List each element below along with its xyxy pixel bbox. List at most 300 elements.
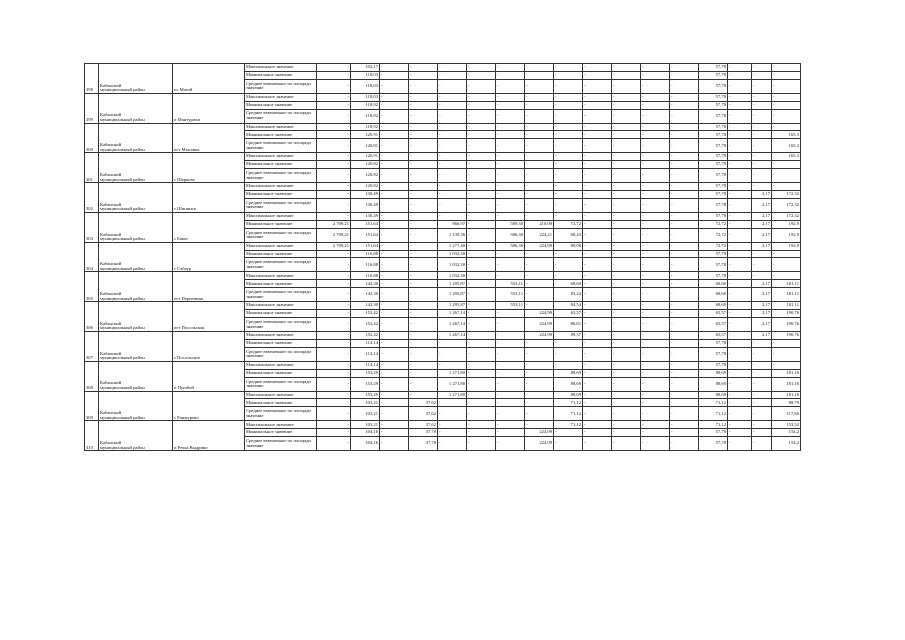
value-cell: -	[525, 369, 554, 377]
value-cell: -	[467, 242, 496, 250]
value-cell: -	[752, 109, 772, 123]
district-cell	[99, 153, 173, 183]
table-row	[85, 64, 801, 72]
value-cell: -	[438, 212, 467, 220]
value-cell: -	[772, 258, 801, 272]
value-cell: 2,17	[752, 198, 772, 212]
row-number	[85, 123, 99, 153]
value-cell: -	[496, 93, 525, 101]
settlement-name-text: п Пушбой	[174, 385, 194, 390]
district-line-2: муниципальный район	[100, 414, 145, 420]
value-cell: -	[728, 212, 752, 220]
value-cell: -	[670, 347, 699, 361]
value-cell: -	[728, 71, 752, 79]
value-cell: -	[525, 169, 554, 183]
value-cell: -	[554, 169, 583, 183]
value-cell: -	[554, 109, 583, 123]
value-cell: -	[641, 332, 670, 340]
value-cell: 2,17	[752, 332, 772, 340]
value-cell: -	[554, 93, 583, 101]
value-cell: -	[612, 71, 641, 79]
value-cell: -	[670, 250, 699, 258]
value-cell: 192,9	[772, 242, 801, 250]
value-cell: -	[317, 93, 351, 101]
value-cell: -	[612, 198, 641, 212]
value-cell: -	[641, 288, 670, 302]
value-cell: -	[752, 421, 772, 429]
row-number-text: 299	[86, 116, 93, 122]
value-cell: -	[438, 139, 467, 153]
value-cell: -	[641, 377, 670, 391]
value-cell: -	[496, 369, 525, 377]
value-cell: 142,30	[351, 288, 380, 302]
value-cell: -	[772, 272, 801, 280]
value-cell: -	[380, 318, 409, 332]
table-row	[85, 212, 801, 220]
value-cell: 1 271,80	[438, 377, 467, 391]
value-cell: -	[641, 339, 670, 347]
value-cell: 2 709,21	[317, 220, 351, 228]
value-cell: 114,14	[351, 347, 380, 361]
value-cell: -	[409, 212, 438, 220]
value-cell: -	[641, 198, 670, 212]
row-type-label: Максимальное значение	[245, 302, 317, 310]
value-cell: 118,03	[351, 93, 380, 101]
district-line-1: Кабанский	[100, 171, 122, 177]
value-cell: 118,92	[351, 123, 380, 131]
value-cell: 152,42	[351, 318, 380, 332]
value-cell: 65,57	[699, 318, 728, 332]
value-cell: 37,78	[409, 437, 438, 451]
value-cell: -	[496, 377, 525, 391]
value-cell: -	[438, 437, 467, 451]
value-cell: -	[438, 79, 467, 93]
value-cell: 2,17	[752, 288, 772, 302]
value-cell: 57,78	[699, 250, 728, 258]
value-cell: -	[380, 131, 409, 139]
value-cell: -	[317, 310, 351, 318]
value-cell: 57,78	[699, 347, 728, 361]
value-cell: -	[641, 318, 670, 332]
value-cell: -	[612, 93, 641, 101]
value-cell: 57,78	[699, 212, 728, 220]
value-cell: -	[467, 183, 496, 191]
value-cell: -	[752, 183, 772, 191]
value-cell: -	[467, 101, 496, 109]
value-cell: -	[380, 71, 409, 79]
district-cell	[99, 93, 173, 123]
value-cell: 154,2	[772, 437, 801, 451]
value-cell: -	[752, 437, 772, 451]
value-cell: -	[612, 421, 641, 429]
value-cell: -	[317, 250, 351, 258]
value-cell: -	[641, 369, 670, 377]
value-cell: -	[554, 131, 583, 139]
value-cell: -	[317, 212, 351, 220]
value-cell: -	[317, 183, 351, 191]
value-cell: -	[612, 139, 641, 153]
value-cell: -	[728, 369, 752, 377]
value-cell: 57,78	[699, 169, 728, 183]
value-cell: -	[583, 421, 612, 429]
value-cell: -	[554, 250, 583, 258]
row-type-label: Среднее взвешенное по площади значение	[245, 228, 317, 242]
value-cell: -	[554, 361, 583, 369]
value-cell: -	[752, 123, 772, 131]
value-cell: -	[583, 242, 612, 250]
value-cell: -	[317, 79, 351, 93]
value-cell: -	[752, 93, 772, 101]
value-cell: -	[670, 407, 699, 421]
value-cell: -	[670, 93, 699, 101]
row-type-label: Минимальное значение	[245, 429, 317, 437]
value-cell: -	[438, 339, 467, 347]
value-cell: -	[438, 71, 467, 79]
district-cell	[99, 64, 173, 94]
table-row	[85, 93, 801, 101]
row-type-label: Минимальное значение	[245, 250, 317, 258]
value-cell: -	[728, 361, 752, 369]
value-cell: -	[612, 407, 641, 421]
district-cell	[99, 332, 173, 362]
value-cell: -	[496, 153, 525, 161]
value-cell: -	[583, 212, 612, 220]
district-line-1: Кабанский	[100, 350, 122, 356]
value-cell: -	[728, 339, 752, 347]
value-cell: -	[525, 347, 554, 361]
value-cell: -	[772, 339, 801, 347]
value-cell: 130,49	[351, 191, 380, 199]
value-cell: -	[752, 429, 772, 437]
value-cell: -	[409, 169, 438, 183]
value-cell: -	[496, 399, 525, 407]
value-cell: -	[496, 101, 525, 109]
value-cell: -	[380, 258, 409, 272]
value-cell: -	[467, 377, 496, 391]
value-cell: -	[317, 361, 351, 369]
value-cell: 117,66	[772, 407, 801, 421]
value-cell: -	[380, 361, 409, 369]
district-line-2: муниципальный район	[100, 265, 145, 271]
district-line-1: Кабанский	[100, 82, 122, 88]
value-cell: -	[438, 109, 467, 123]
value-cell: -	[409, 391, 438, 399]
value-cell: -	[641, 258, 670, 272]
value-cell: -	[438, 161, 467, 169]
value-cell: 83,24	[554, 288, 583, 302]
district-line-1: Кабанский	[100, 439, 122, 445]
value-cell: -	[317, 421, 351, 429]
value-cell: -	[467, 437, 496, 451]
value-cell: -	[409, 318, 438, 332]
value-cell: -	[752, 169, 772, 183]
value-cell: -	[670, 139, 699, 153]
value-cell: -	[670, 109, 699, 123]
value-cell: 68,60	[554, 280, 583, 288]
value-cell: 68,60	[699, 288, 728, 302]
row-type-label: Минимальное значение	[245, 131, 317, 139]
value-cell: -	[583, 318, 612, 332]
value-cell: -	[670, 212, 699, 220]
value-cell: -	[438, 123, 467, 131]
value-cell: -	[641, 220, 670, 228]
value-cell: 2,17	[752, 318, 772, 332]
value-cell: 57,78	[699, 79, 728, 93]
row-type-label: Минимальное значение	[245, 161, 317, 169]
row-type-label: Среднее взвешенное по площади значение	[245, 347, 317, 361]
value-cell: -	[772, 71, 801, 79]
district-cell	[99, 212, 173, 242]
value-cell: 57,78	[699, 161, 728, 169]
value-cell: -	[670, 258, 699, 272]
table-row	[85, 272, 801, 280]
value-cell: 71,12	[699, 407, 728, 421]
value-cell: -	[467, 212, 496, 220]
row-type-label: Максимальное значение	[245, 93, 317, 101]
settlement-name	[173, 361, 245, 391]
value-cell: -	[317, 399, 351, 407]
value-cell: -	[467, 220, 496, 228]
value-cell: -	[728, 288, 752, 302]
value-cell: -	[525, 258, 554, 272]
value-cell: -	[641, 228, 670, 242]
value-cell: -	[317, 198, 351, 212]
row-type-label: Среднее взвешенное по площади значение	[245, 79, 317, 93]
tariff-table	[84, 63, 801, 451]
value-cell: -	[525, 153, 554, 161]
value-cell: 88,69	[554, 377, 583, 391]
value-cell: -	[641, 71, 670, 79]
value-cell: -	[496, 212, 525, 220]
value-cell: -	[641, 437, 670, 451]
value-cell: 57,78	[699, 437, 728, 451]
value-cell: -	[467, 280, 496, 288]
value-cell: 57,78	[699, 429, 728, 437]
value-cell: -	[525, 391, 554, 399]
value-cell: -	[641, 347, 670, 361]
value-cell: -	[496, 258, 525, 272]
value-cell: -	[670, 399, 699, 407]
district-line-2: муниципальный район	[100, 176, 145, 182]
value-cell: -	[496, 109, 525, 123]
value-cell: -	[612, 64, 641, 72]
value-cell: -	[670, 310, 699, 318]
value-cell: -	[496, 421, 525, 429]
value-cell: -	[772, 93, 801, 101]
value-cell: -	[728, 258, 752, 272]
value-cell: 88,69	[699, 391, 728, 399]
row-number-text: 305	[86, 295, 93, 301]
value-cell: -	[612, 161, 641, 169]
value-cell: 224,99	[525, 429, 554, 437]
value-cell: -	[438, 64, 467, 72]
value-cell: -	[380, 212, 409, 220]
value-cell: 37,62	[409, 407, 438, 421]
value-cell: -	[728, 302, 752, 310]
row-type-label: Минимальное значение	[245, 71, 317, 79]
value-cell: -	[317, 407, 351, 421]
value-cell: -	[728, 169, 752, 183]
row-type-label: Максимальное значение	[245, 242, 317, 250]
value-cell: -	[380, 377, 409, 391]
value-cell: -	[380, 332, 409, 340]
value-cell: -	[467, 79, 496, 93]
value-cell: 57,78	[699, 198, 728, 212]
value-cell: 57,78	[699, 93, 728, 101]
value-cell: -	[496, 437, 525, 451]
value-cell: -	[496, 71, 525, 79]
value-cell: -	[641, 361, 670, 369]
value-cell: 165,3	[772, 139, 801, 153]
value-cell: -	[525, 71, 554, 79]
district-line-2: муниципальный район	[100, 355, 145, 361]
row-type-label: Минимальное значение	[245, 220, 317, 228]
district-cell	[99, 272, 173, 302]
row-type-label: Среднее взвешенное по площади значение	[245, 198, 317, 212]
settlement-name-text: с Посольское	[174, 355, 201, 361]
value-cell: -	[583, 310, 612, 318]
value-cell: 88,69	[699, 377, 728, 391]
value-cell: -	[317, 280, 351, 288]
value-cell: -	[467, 93, 496, 101]
value-cell: 181,16	[772, 391, 801, 399]
value-cell: -	[409, 220, 438, 228]
value-cell: -	[380, 302, 409, 310]
value-cell: -	[525, 139, 554, 153]
value-cell: 2,17	[752, 228, 772, 242]
value-cell: 153,29	[351, 369, 380, 377]
value-cell: -	[496, 318, 525, 332]
value-cell: -	[438, 191, 467, 199]
value-cell: -	[728, 198, 752, 212]
value-cell: -	[583, 288, 612, 302]
row-type-label: Максимальное значение	[245, 332, 317, 340]
value-cell: -	[554, 123, 583, 131]
value-cell: -	[409, 272, 438, 280]
value-cell: 57,78	[699, 139, 728, 153]
value-cell: -	[670, 79, 699, 93]
value-cell: -	[670, 64, 699, 72]
value-cell: -	[752, 139, 772, 153]
value-cell: -	[772, 109, 801, 123]
value-cell: -	[317, 153, 351, 161]
value-cell: -	[409, 347, 438, 361]
value-cell: -	[467, 109, 496, 123]
value-cell: -	[583, 79, 612, 93]
row-type-label: Минимальное значение	[245, 191, 317, 199]
value-cell: -	[380, 369, 409, 377]
district-line-1: Кабанский	[100, 142, 122, 148]
value-cell: -	[438, 93, 467, 101]
value-cell: -	[380, 64, 409, 72]
value-cell: 114,14	[351, 361, 380, 369]
value-cell: -	[380, 169, 409, 183]
value-cell: -	[641, 399, 670, 407]
value-cell: -	[728, 407, 752, 421]
district-cell	[99, 183, 173, 213]
value-cell: -	[612, 310, 641, 318]
value-cell: -	[467, 318, 496, 332]
settlement-name-text: с Бакат	[174, 236, 188, 242]
value-cell: -	[641, 101, 670, 109]
value-cell: 1 267,14	[438, 310, 467, 318]
value-cell: -	[554, 258, 583, 272]
value-cell: -	[583, 153, 612, 161]
value-cell: -	[728, 318, 752, 332]
value-cell: -	[772, 250, 801, 258]
value-cell: -	[496, 361, 525, 369]
value-cell: 57,78	[699, 64, 728, 72]
district-line-2: муниципальный район	[100, 325, 145, 331]
value-cell: -	[728, 191, 752, 199]
value-cell: -	[409, 123, 438, 131]
value-cell: -	[438, 198, 467, 212]
value-cell: -	[612, 377, 641, 391]
value-cell: -	[670, 153, 699, 161]
value-cell: -	[772, 169, 801, 183]
settlement-name	[173, 391, 245, 421]
value-cell: 118,03	[351, 71, 380, 79]
value-cell: -	[317, 161, 351, 169]
row-number	[85, 153, 99, 183]
value-cell: 1 139,36	[438, 228, 467, 242]
value-cell: 224,21	[525, 228, 554, 242]
table-row	[85, 391, 801, 399]
value-cell: -	[525, 161, 554, 169]
value-cell: -	[380, 272, 409, 280]
settlement-name-text: пс Магой	[174, 87, 193, 93]
value-cell: -	[670, 228, 699, 242]
value-cell: -	[728, 437, 752, 451]
value-cell: -	[728, 399, 752, 407]
value-cell: -	[409, 101, 438, 109]
value-cell: 181,11	[772, 280, 801, 288]
settlement-name	[173, 272, 245, 302]
value-cell: -	[496, 131, 525, 139]
value-cell: 57,78	[699, 101, 728, 109]
value-cell: -	[496, 250, 525, 258]
value-cell: -	[554, 347, 583, 361]
table-row	[85, 332, 801, 340]
value-cell: -	[554, 198, 583, 212]
value-cell: -	[641, 191, 670, 199]
value-cell: -	[496, 169, 525, 183]
value-cell: -	[409, 183, 438, 191]
value-cell: -	[612, 220, 641, 228]
value-cell: 2 709,21	[317, 228, 351, 242]
value-cell: -	[525, 272, 554, 280]
value-cell: -	[772, 101, 801, 109]
value-cell: -	[752, 399, 772, 407]
district-line-2: муниципальный район	[100, 385, 145, 390]
row-number	[85, 93, 99, 123]
value-cell: -	[525, 361, 554, 369]
value-cell: -	[467, 131, 496, 139]
value-cell: -	[380, 198, 409, 212]
value-cell: 2,17	[752, 310, 772, 318]
value-cell: -	[525, 339, 554, 347]
value-cell: -	[612, 272, 641, 280]
settlement-name	[173, 332, 245, 362]
settlement-name	[173, 183, 245, 213]
value-cell: -	[467, 332, 496, 340]
value-cell: 172,32	[772, 212, 801, 220]
row-type-label: Среднее взвешенное по площади значение	[245, 288, 317, 302]
value-cell: 190,76	[772, 332, 801, 340]
value-cell: -	[612, 302, 641, 310]
settlement-name-text: пгт Мысовка	[174, 146, 200, 152]
value-cell: -	[670, 183, 699, 191]
